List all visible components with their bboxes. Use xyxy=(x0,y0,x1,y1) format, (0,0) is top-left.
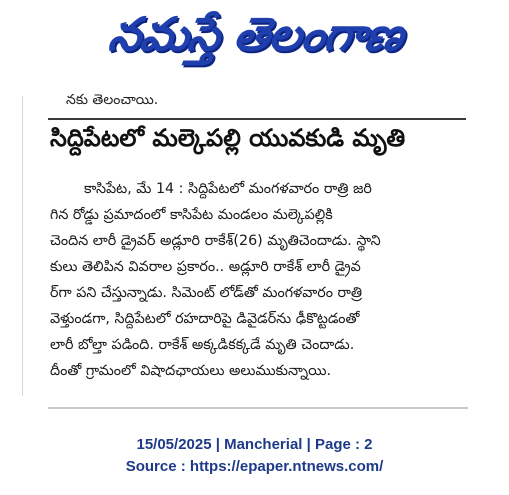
body-line: గిన రోడ్డు ప్రమాదంలో కాసిపేట మండలం మల్కెపల్లికి xyxy=(50,207,333,223)
body-line: లారీ బోల్తా పడింది. రాకేశ్ అక్కడికక్కడే మృతి చెందాడు. xyxy=(50,337,355,353)
body-line: వెళ్తుండగా, సిద్దిపేటలో రహదారిపై డివైడర్‌ను ఢీకొట్టడంతో xyxy=(50,311,360,327)
previous-article-tail: నకు తెలంచాయి. xyxy=(66,92,159,108)
article-headline: సిద్దిపేటలో మల్కెపల్లి యువకుడి మృతి xyxy=(50,124,406,152)
article-body xyxy=(50,176,468,384)
body-line: కులు తెలిపిన వివరాల ప్రకారం.. అడ్లూరి రాకేశ్ లారీ డ్రైవ xyxy=(50,259,361,275)
article-end-rule xyxy=(48,407,468,409)
body-line: ర్‌గా పని చేస్తున్నాడు. సిమెంట్ లోడ్‌తో మంగళవారం రాత్రి xyxy=(50,285,363,301)
body-line: చెందిన లారీ డ్రైవర్ అడ్లూరి రాకేశ్(26) మృతిచెందాడు. స్థాని xyxy=(50,233,381,249)
edition-dateline: 15/05/2025 | Mancherial | Page : 2 xyxy=(136,436,373,453)
body-line: కాసిపేట, మే 14 : సిద్దిపేటలో మంగళవారం రాత్రి జరి xyxy=(84,181,372,197)
headline-separator xyxy=(48,118,466,120)
column-divider xyxy=(22,96,23,396)
body-line: దీంతో గ్రామంలో విషాదఛాయలు అలుముకున్నాయి. xyxy=(50,363,331,379)
source-link[interactable]: Source : https://epaper.ntnews.com/ xyxy=(125,458,384,475)
newspaper-masthead: నమస్తే తెలంగాణ xyxy=(105,7,407,61)
